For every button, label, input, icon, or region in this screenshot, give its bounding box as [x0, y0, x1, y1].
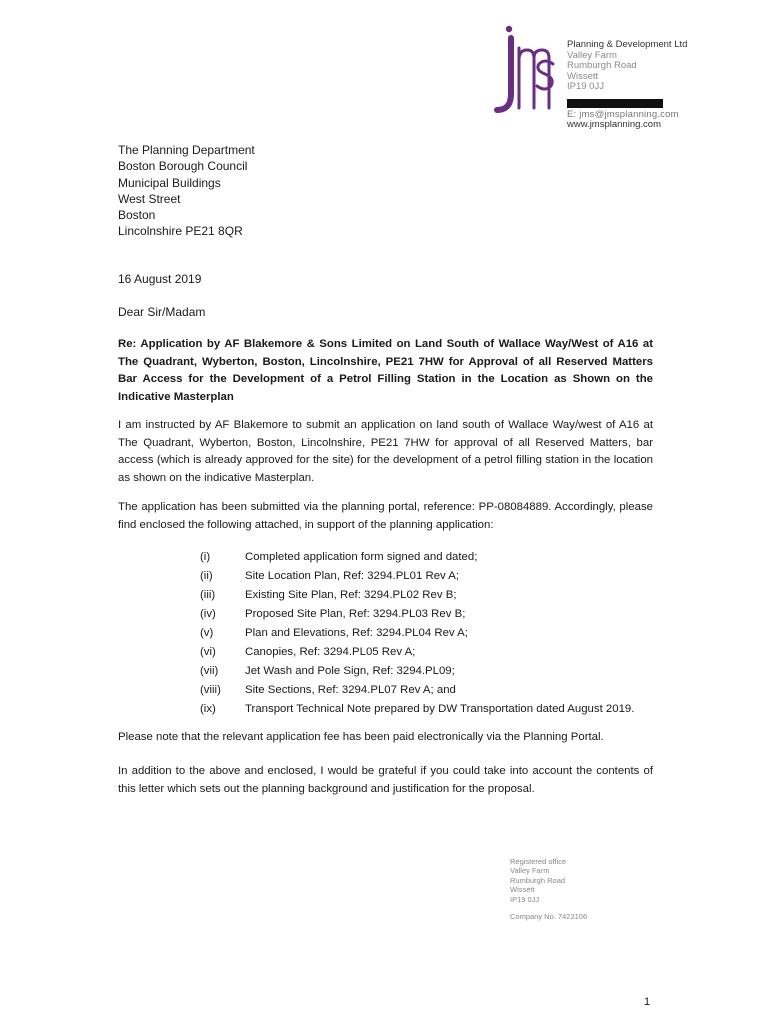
- body-paragraph: In addition to the above and enclosed, I would be grateful if you could take into account the contents of this letter which sets out the planning background and justification for the proposal.: [118, 765, 653, 795]
- recipient-address: [118, 142, 255, 240]
- address-line: Lincolnshire PE21 8QR: [118, 224, 243, 239]
- registered-line: Wissett: [510, 885, 535, 895]
- enclosure-number: (ii): [200, 570, 213, 582]
- company-line: IP19 0JJ: [567, 81, 604, 93]
- enclosure-text: Canopies, Ref: 3294.PL05 Rev A;: [245, 646, 416, 658]
- enclosure-item: [200, 624, 634, 643]
- enclosure-text: Transport Technical Note prepared by DW Transportation dated August 2019.: [245, 703, 635, 715]
- enclosure-item: [200, 700, 634, 719]
- enclosure-text: Proposed Site Plan, Ref: 3294.PL03 Rev B;: [245, 608, 466, 620]
- page-number: 1: [644, 996, 651, 1008]
- enclosure-item: [200, 567, 634, 586]
- salutation: Dear Sir/Madam: [118, 305, 206, 319]
- company-website[interactable]: www.jmsplanning.com: [567, 119, 661, 131]
- redacted-phone: [567, 99, 663, 108]
- company-line: Planning & Development Ltd: [567, 39, 688, 50]
- jms-logo-mark: [497, 26, 553, 110]
- enclosure-item: [200, 586, 634, 605]
- company-line: Rumburgh Road: [567, 60, 637, 72]
- address-line: Municipal Buildings: [118, 175, 221, 190]
- enclosure-text: Jet Wash and Pole Sign, Ref: 3294.PL09;: [245, 665, 455, 677]
- enclosure-number: (vi): [200, 646, 216, 658]
- registered-line: IP19 0JJ: [510, 894, 540, 904]
- enclosure-item: [200, 643, 634, 662]
- letter-date: 16 August 2019: [118, 272, 202, 286]
- company-email[interactable]: E: jms@jmsplanning.com: [567, 108, 679, 120]
- company-line: Wissett: [567, 70, 599, 82]
- enclosure-item: [200, 605, 634, 624]
- enclosure-number: (vii): [200, 665, 219, 677]
- address-line: West Street: [118, 191, 181, 206]
- enclosure-number: (iii): [200, 589, 216, 601]
- body-paragraph: Please note that the relevant application fee has been paid electronically via the Planning Portal.: [118, 731, 604, 743]
- registered-line: Rumburgh Road: [510, 875, 566, 885]
- enclosure-text: Plan and Elevations, Ref: 3294.PL04 Rev A;: [245, 627, 468, 639]
- enclosure-text: Existing Site Plan, Ref: 3294.PL02 Rev B;: [245, 589, 457, 601]
- address-line: Boston Borough Council: [118, 159, 248, 174]
- enclosure-list: [200, 548, 634, 719]
- registered-line: Valley Farm: [510, 866, 550, 876]
- enclosure-item: [200, 681, 634, 700]
- enclosure-number: (v): [200, 627, 214, 639]
- company-details: [567, 40, 687, 131]
- registered-line: Registered office: [510, 857, 567, 866]
- address-line: Boston: [118, 208, 156, 223]
- enclosure-item: [200, 662, 634, 681]
- enclosure-number: (viii): [200, 684, 221, 696]
- enclosure-number: (iv): [200, 608, 216, 620]
- body-paragraph: I am instructed by AF Blakemore to submit an application on land south of Wallace Way/west of A16 at The Quadrant, Wyberton, Boston, Lincolnshire, PE21 7HW for approval of all Reserved Matters, bar access (which is already approved for the site) for the development of a petrol filling station in the location as shown on the indicative Masterplan.: [118, 419, 653, 484]
- body-paragraph: The application has been submitted via the planning portal, reference: PP-08084889. Accordingly, please find enclosed the following attached, in support of the planning application:: [118, 501, 653, 531]
- subject-line: Re: Application by AF Blakemore & Sons Limited on Land South of Wallace Way/West of A16 at The Quadrant, Wyberton, Boston, Lincolnshire, PE21 7HW for Approval of all Reserved Matters Bar Access for the Development of a Petrol Filling Station in the Location as Shown on the Indicative Masterplan: [118, 338, 653, 403]
- enclosure-number: (i): [200, 551, 211, 563]
- address-line: The Planning Department: [118, 143, 255, 157]
- enclosure-text: Completed application form signed and dated;: [245, 551, 478, 563]
- enclosure-item: [200, 548, 634, 567]
- enclosure-number: (ix): [200, 703, 216, 715]
- enclosure-text: Site Sections, Ref: 3294.PL07 Rev A; and: [245, 684, 456, 696]
- jms-logo: [493, 24, 557, 114]
- registered-office: [510, 857, 587, 921]
- company-number: Company No. 7422106: [510, 912, 588, 922]
- enclosure-text: Site Location Plan, Ref: 3294.PL01 Rev A;: [245, 570, 460, 582]
- company-line: Valley Farm: [567, 49, 617, 61]
